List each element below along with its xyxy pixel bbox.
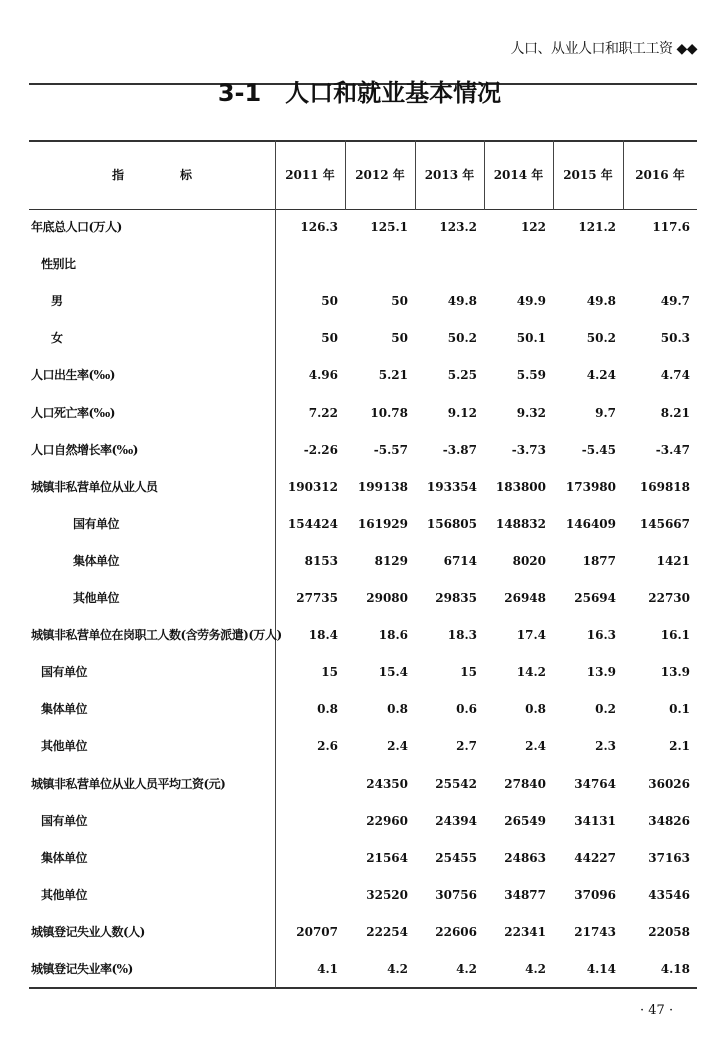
cell-value: 4.24 — [586, 368, 616, 383]
table-row — [29, 774, 697, 794]
cell-value: 49.9 — [516, 294, 546, 309]
cell-value: 34131 — [574, 813, 616, 828]
cell-value: 6714 — [443, 553, 477, 568]
row-label: 城镇登记失业人数(人) — [31, 924, 145, 939]
cell-value: 13.9 — [586, 665, 616, 680]
cell-value: 2.4 — [525, 739, 546, 754]
cell-value: 122 — [520, 220, 546, 234]
cell-value: 18.4 — [308, 628, 338, 643]
cell-value: 26948 — [504, 591, 546, 605]
row-label: 人口出生率(‰) — [31, 368, 115, 383]
cell-value: 50 — [321, 331, 338, 346]
table-row — [29, 217, 697, 237]
cell-value: -3.47 — [655, 442, 690, 457]
indicator-header — [29, 140, 275, 210]
row-label: 国有单位 — [73, 516, 120, 531]
cell-value: 1877 — [582, 553, 616, 568]
cell-value: 183800 — [495, 479, 546, 494]
cell-value: 20707 — [296, 924, 338, 939]
cell-value: 13.9 — [660, 665, 690, 680]
running-header: 人口、从业人口和职工工资 ◆◆ — [510, 41, 697, 57]
cell-value: 22341 — [504, 924, 546, 939]
cell-value: 14.2 — [516, 665, 546, 680]
cell-value: 50.3 — [660, 331, 690, 346]
row-label: 城镇非私营单位从业人员 — [31, 479, 158, 494]
table-row — [29, 699, 697, 719]
row-label: 城镇登记失业率(%) — [31, 962, 133, 976]
table-number: 3-1 — [217, 79, 262, 107]
cell-value: 30756 — [435, 887, 477, 902]
cell-value: 50.2 — [447, 331, 477, 346]
table-row — [29, 625, 697, 645]
cell-value: 16.3 — [586, 628, 616, 643]
cell-value: 36026 — [648, 776, 690, 791]
cell-value: 27735 — [296, 591, 338, 605]
cell-value: 193354 — [426, 479, 477, 494]
cell-value: 4.14 — [586, 962, 616, 976]
page-number: · 47 · — [640, 1003, 674, 1018]
row-label: 集体单位 — [41, 702, 88, 717]
cell-value: 29835 — [435, 591, 477, 605]
table-row — [29, 365, 697, 385]
row-label: 其他单位 — [41, 739, 88, 754]
cell-value: 21564 — [366, 850, 408, 865]
indicator-header-char: 指 — [111, 168, 124, 182]
table-row — [29, 328, 697, 348]
cell-value: 7.22 — [308, 405, 338, 420]
cell-value: 5.59 — [516, 368, 546, 383]
cell-value: 190312 — [287, 479, 338, 494]
table-title: 人口和就业基本情况 — [285, 79, 502, 107]
cell-value: 4.96 — [308, 368, 338, 383]
cell-value: 121.2 — [578, 220, 616, 234]
year-header: 2013 年 — [424, 168, 475, 182]
cell-value: 156805 — [426, 516, 477, 531]
cell-value: 4.74 — [660, 368, 690, 383]
cell-value: -5.57 — [373, 442, 408, 457]
table-row — [29, 403, 697, 423]
cell-value: 0.8 — [317, 702, 338, 717]
cell-value: 173980 — [565, 479, 616, 494]
cell-value: 50.1 — [516, 331, 546, 346]
cell-value: 34826 — [648, 813, 690, 828]
cell-value: 2.4 — [387, 739, 408, 754]
table-row — [29, 514, 697, 534]
cell-value: 49.8 — [447, 294, 477, 309]
cell-value: 123.2 — [439, 220, 477, 234]
cell-value: 8.21 — [660, 405, 690, 420]
cell-value: 1421 — [656, 553, 690, 568]
cell-value: 26549 — [504, 813, 546, 828]
cell-value: 2.6 — [317, 739, 338, 754]
cell-value: 4.2 — [387, 962, 408, 976]
cell-value: 34764 — [574, 776, 616, 791]
cell-value: -3.73 — [511, 442, 546, 457]
cell-value: 8129 — [374, 553, 408, 568]
cell-value: 25455 — [435, 850, 477, 865]
cell-value: 0.1 — [669, 702, 690, 717]
row-label: 城镇非私营单位在岗职工人数(含劳务派遣)(万人) — [31, 628, 282, 643]
cell-value: 125.1 — [370, 220, 408, 234]
cell-value: 25542 — [435, 776, 477, 791]
cell-value: 29080 — [366, 591, 408, 605]
cell-value: 50 — [391, 331, 408, 346]
cell-value: 169818 — [639, 479, 690, 494]
table-row — [29, 254, 697, 274]
cell-value: 49.8 — [586, 294, 616, 309]
cell-value: 44227 — [574, 850, 616, 865]
table-row — [29, 811, 697, 831]
cell-value: 49.7 — [660, 294, 690, 309]
row-label: 其他单位 — [73, 591, 120, 605]
row-label: 城镇非私营单位从业人员平均工资(元) — [31, 776, 226, 791]
table-row — [29, 736, 697, 756]
row-label: 性别比 — [41, 257, 76, 272]
cell-value: 15 — [460, 665, 477, 680]
cell-value: 148832 — [495, 516, 546, 531]
row-label: 男 — [51, 294, 63, 309]
table-row — [29, 588, 697, 608]
cell-value: 50 — [321, 294, 338, 309]
row-label: 人口死亡率(‰) — [31, 405, 115, 420]
year-header: 2015 年 — [563, 168, 613, 182]
cell-value: 21743 — [574, 924, 616, 939]
cell-value: 15.4 — [378, 665, 408, 680]
cell-value: 32520 — [366, 887, 408, 902]
cell-value: 24863 — [504, 850, 546, 865]
cell-value: 0.2 — [595, 702, 616, 717]
data-table — [29, 140, 697, 989]
cell-value: 0.8 — [387, 702, 408, 717]
cell-value: 146409 — [565, 516, 616, 531]
cell-value: 9.12 — [447, 405, 477, 420]
table-row — [29, 291, 697, 311]
cell-value: 24350 — [366, 776, 408, 791]
cell-value: 0.8 — [525, 702, 546, 717]
cell-value: 199138 — [357, 479, 408, 494]
cell-value: 4.1 — [317, 962, 338, 976]
cell-value: 4.2 — [456, 962, 477, 976]
row-label: 国有单位 — [41, 813, 88, 828]
table-row — [29, 885, 697, 905]
row-label: 集体单位 — [73, 553, 120, 568]
cell-value: 4.18 — [660, 962, 690, 976]
cell-value: 2.7 — [456, 739, 477, 754]
table-row — [29, 848, 697, 868]
cell-value: 8153 — [304, 553, 338, 568]
cell-value: 22058 — [648, 924, 690, 939]
row-label: 人口自然增长率(‰) — [31, 442, 138, 457]
page-title — [0, 78, 719, 108]
cell-value: 0.6 — [456, 702, 477, 717]
cell-value: 17.4 — [516, 628, 546, 643]
cell-value: 126.3 — [300, 220, 338, 234]
indicator-header-char: 标 — [180, 168, 193, 182]
cell-value: 37163 — [648, 850, 690, 865]
cell-value: 37096 — [574, 887, 616, 902]
cell-value: 9.32 — [516, 405, 546, 420]
cell-value: 27840 — [504, 776, 546, 791]
table-row — [29, 551, 697, 571]
cell-value: -5.45 — [581, 442, 616, 457]
table-row — [29, 477, 697, 497]
table-row — [29, 662, 697, 682]
cell-value: 154424 — [287, 516, 338, 531]
year-header: 2016 年 — [635, 168, 685, 182]
cell-value: 2.1 — [669, 739, 690, 754]
row-label: 年底总人口(万人) — [31, 220, 122, 234]
cell-value: 50.2 — [586, 331, 616, 346]
cell-value: 117.6 — [652, 220, 690, 234]
year-header: 2011 年 — [285, 168, 335, 182]
cell-value: 10.78 — [370, 405, 408, 420]
cell-value: 16.1 — [660, 628, 690, 643]
cell-value: 22606 — [435, 924, 477, 939]
row-label: 国有单位 — [41, 665, 88, 680]
row-label: 女 — [51, 331, 63, 346]
table-bottom-border — [29, 987, 697, 989]
cell-value: -2.26 — [303, 442, 338, 457]
cell-value: 145667 — [639, 516, 690, 531]
cell-value: 9.7 — [595, 405, 616, 420]
cell-value: 5.25 — [447, 368, 477, 383]
cell-value: 8020 — [512, 553, 546, 568]
cell-value: 34877 — [504, 887, 546, 902]
cell-value: 22960 — [366, 813, 408, 828]
cell-value: 4.2 — [525, 962, 546, 976]
table-row — [29, 959, 697, 979]
cell-value: 22254 — [366, 924, 408, 939]
year-header: 2012 年 — [355, 168, 405, 182]
table-row — [29, 922, 697, 942]
cell-value: 22730 — [648, 591, 690, 605]
cell-value: 24394 — [435, 813, 477, 828]
cell-value: 50 — [391, 294, 408, 309]
table-row — [29, 440, 697, 460]
cell-value: 161929 — [357, 516, 408, 531]
cell-value: 2.3 — [595, 739, 616, 754]
year-header: 2014 年 — [493, 168, 544, 182]
cell-value: 25694 — [574, 591, 616, 605]
cell-value: 15 — [321, 665, 338, 680]
row-label: 集体单位 — [41, 850, 88, 865]
row-label: 其他单位 — [41, 887, 88, 902]
cell-value: -3.87 — [442, 442, 477, 457]
cell-value: 5.21 — [378, 368, 408, 383]
cell-value: 43546 — [648, 887, 690, 902]
cell-value: 18.3 — [447, 628, 477, 643]
cell-value: 18.6 — [378, 628, 408, 643]
